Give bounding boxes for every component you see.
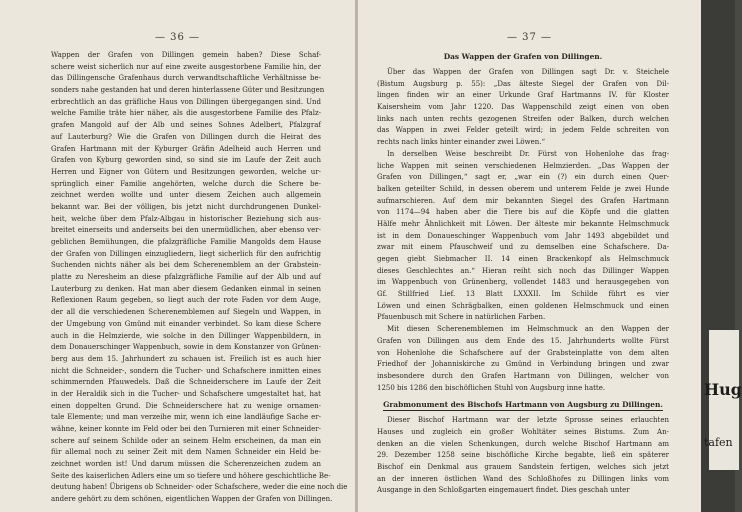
text-line: insbesondere durch den Grafen Hartmann von Dillingen, welcher von: [377, 371, 669, 380]
text-line: In derselben Weise beschreibt Dr. Fürst von Hohenlohe das frag-: [387, 149, 669, 158]
text-line: erbrechtlich an das gräfliche Haus von Dillingen übergegangen sind. Und: [51, 97, 321, 106]
text-line: Grafen von Dillingen aus dem Ende des 15. Jahrhunderts wollte Fürst: [377, 336, 669, 345]
text-line: Kaisersheim vom Jahr 1220. Das Wappenschild zeigt einen von oben: [377, 103, 669, 112]
text-line: Lauterburg zu denken. Hat man aber diesem Gedanken einmal in seinen: [51, 284, 321, 293]
text-line: Grafen von Dillingen,“ sagt er, „war ein (?) ein durch einen Quer-: [377, 173, 669, 182]
text-line: Reflexionen Raum gegeben, so liegt auch der rote Faden vor dem Auge,: [51, 296, 321, 305]
adjacent-book-edge: [701, 0, 742, 512]
paragraph: [377, 67, 669, 149]
text-line: berg aus dem 15. Jahrhundert zu schauen ist. Freilich ist es auch hier: [51, 354, 321, 363]
text-line: (Bistum Augsburg p. 55): „Das älteste Siegel der Grafen von Dil-: [377, 79, 669, 88]
text-line: 29. Dezember 1258 seine bischöfliche Kirche begabte, ließ ein späterer: [377, 451, 669, 460]
body-text: [377, 50, 669, 497]
text-line: auf Lauterburg? Wie die Grafen von Dillingen durch die Heirat des: [51, 132, 321, 141]
text-line: dieses Geschlechtes an.“ Hieran reiht sich noch das Dillinger Wappen: [377, 266, 669, 275]
text-line: grafen Mangold auf der Alb und seines Sohnes Adelbert, Pfalzgraf: [51, 121, 321, 130]
text-line: Hauses und zugleich ein großer Wohltäter seines Bistums. Zum An-: [377, 427, 669, 436]
text-line: zeichnet worden ist! Und darum müssen die Scherenzeichen zudem an: [51, 460, 321, 469]
text-line: zeichnet werden wollte und unter diesem Zeichen auch allgemein: [51, 191, 321, 200]
text-line: rechts nach links hinter einander zwei Löwen.“: [377, 138, 546, 147]
paragraph: [377, 149, 669, 324]
text-line: in der Heraldik sich in die Tucher- und Schafschere umgestaltet hat, hat: [51, 389, 321, 398]
text-line: balken geteilter Schild, in dessen oberem und unterem Felde je zwei Hunde: [377, 184, 669, 193]
text-line: dem Donauerschinger Wappenbuch, sowie in dem Konstanzer von Grünen-: [51, 343, 321, 352]
text-line: der Grafen von Dillingen einzugliedern, liegt sicherlich für den aufrichtig: [51, 249, 321, 258]
text-line: sprünglich einer Familie angehörten, welche durch die Schere be-: [51, 179, 321, 188]
text-line: von Hohenlohe die Schafschere auf der Grabsteinplatte von dem alten: [377, 348, 669, 357]
section-heading: Das Wappen der Grafen von Dillingen.: [443, 52, 603, 61]
text-line: Friedhof der Johanniskirche zu Gmünd in Verbindung bringen und zwar: [377, 360, 669, 369]
text-line: das Wappen in zwei Felder geteilt wird; in jedem Felde schreiten von: [377, 126, 669, 135]
text-line: nicht die Schneider-, sondern die Tucher- und Schafschere inmitten eines: [51, 366, 321, 375]
adjacent-book-text: Hug: [704, 380, 742, 399]
page-number: — 36 —: [154, 32, 201, 43]
text-line: Dieser Bischof Hartmann war der letzte Sprosse seines erlauchten: [387, 416, 669, 425]
text-line: 1250 bis 1286 den bischöflichen Stuhl von Augsburg inne hatte.: [377, 383, 606, 392]
text-line: im Wappenbuch von Grünenberg, vollendet 1483 und herausgegeben von: [377, 278, 669, 287]
text-line: geblichen Bemühungen, die pfalzgräfliche Familie Mangolds dem Hause: [51, 238, 321, 246]
text-line: Pfauenbusch mit Schere in natürlichen Farben.: [377, 313, 546, 322]
text-line: von 1174—94 haben aber die Tiere bis auf die Köpfe und die glatten: [377, 208, 669, 217]
text-line: ist in dem Donaueschinger Wappenbuch vom Jahr 1493 abgebildet und: [377, 231, 669, 240]
paragraph: [377, 415, 669, 497]
text-line: welche Familie träte hier näher, als die ausgestorbene Familie des Pfalz-: [51, 109, 321, 118]
text-line: Grafen Hartmann mit der Kyburger Gräfin Adelheid auch Herren und: [51, 144, 321, 153]
text-line: der Umgebung von Gmünd mit einander verbindet. So kam diese Schere: [51, 319, 321, 328]
text-line: zwar mit einem Pfauschweif und zu demselben eine Schafschere. Da-: [377, 243, 669, 252]
text-line: Grafen von Kyburg geworden sind, so sind sie im Laufe der Zeit auch: [51, 156, 321, 165]
text-line: breitet einerseits und anderseits bei den unermüdlichen, aber ebenso ver-: [51, 226, 321, 235]
text-line: sonders nahe gestanden hat und deren hinterlassene Güter und Besitzungen: [51, 86, 325, 95]
adjacent-book-text: tafen: [704, 436, 733, 449]
body-text: [51, 50, 348, 506]
text-line: links nach unten rechts gezogenen Streifen oder Balken, durch welchen: [377, 114, 669, 123]
text-line: aufmarschieren. Auf dem mir bekannten Siegel des Grafen Hartmann: [377, 196, 669, 205]
text-line: heit, welche über dem Pfalz-Albgau in historischer Beziehung sich aus-: [51, 214, 321, 223]
section-heading: Grabmonument des Bischofs Hartmann von Augsburg zu Dillingen.: [383, 400, 663, 410]
text-line: auch in die Helmzierde, wie solche in den Dillinger Wappenbildern, in: [51, 331, 321, 340]
left-page: [0, 0, 355, 512]
text-line: schimmernden Pfauwedels. Daß die Schneiderschere im Laufe der Zeit: [51, 378, 321, 387]
text-line: der all die verschiedenen Scherenemblemen auf Siegeln und Wappen, in: [51, 308, 321, 317]
text-line: schere weist sicherlich nur auf eine zweite ausgestorbene Familie hin, der: [51, 62, 321, 71]
text-line: liche Wappen mit seinen verschiedenen Helmzierden. „Das Wappen der: [377, 161, 669, 170]
adjacent-book-page: [709, 330, 739, 470]
text-line: tale Elemente; und man verzeihe mir, wenn ich eine landläufige Sache er-: [51, 413, 321, 422]
text-line: einen doppelten Grund. Die Schneiderschere hat zu wenige ornamen-: [51, 401, 321, 410]
text-line: lingen finden wir an einer Urkunde Graf Hartmanns IV. für Kloster: [377, 91, 669, 100]
text-line: für allemal noch zu seiner Zeit mit dem Namen Schneider ein Held be-: [51, 448, 321, 457]
text-line: schere auf seinem Schilde oder an seinem Helm erscheinen, da man ein: [51, 436, 321, 445]
text-line: Bischof ein Denkmal aus grauem Sandstein fertigen, welches sich jetzt: [377, 463, 669, 471]
text-line: wähne, keiner konnte im Feld oder bei den Turnieren mit einer Schneider-: [51, 425, 321, 433]
text-line: Herren und Eigner von Gütern und Besitzungen geworden, welche ur-: [51, 167, 321, 176]
text-line: an der inneren östlichen Wand des Schloßhofes zu Dillingen links vom: [377, 474, 669, 483]
text-line: Über das Wappen der Grafen von Dillingen sagt Dr. v. Steichele: [387, 68, 669, 76]
text-line: denken an die vielen Schenkungen, durch welche Bischof Hartmann am: [377, 439, 669, 448]
text-line: Seite des kaiserlichen Adlers eine um so tiefere und höhere geschichtliche Be-: [51, 471, 331, 480]
text-line: gegen giebt Siebmacher II. 14 einen Brackenkopf als Helmschmuck: [377, 255, 669, 263]
text-line: Ausgange in den Schloßgarten eingemauert findet. Dies geschah unter: [377, 486, 630, 495]
text-line: Suchenden nichts näher als bei dem Scherenemblem an der Grabstein-: [51, 261, 321, 270]
text-line: bekannt war. Bei der völligen, bis jetzt nicht durchdrungenen Dunkel-: [51, 202, 321, 211]
text-line: Löwen und einen Schrägbalken, einen goldenen Helmschmuck und einen: [377, 301, 669, 310]
text-line: das Dillingensche Grafenhaus durch verwandtschaftliche Verhältnisse be-: [51, 74, 321, 83]
paragraph: [377, 324, 669, 394]
text-line: Hälfe mehr Ähnlichkeit mit Löwen. Der älteste mir bekannte Helmschmuck: [377, 219, 669, 228]
text-line: Wappen der Grafen von Dillingen gemein haben? Diese Schaf-: [51, 51, 321, 59]
text-line: andere gehört zu dem schönen, eigentlichen Wappen der Grafen von Dillingen.: [51, 495, 333, 504]
text-line: Mit diesen Scherenemblemen im Helmschmuck an den Wappen der: [387, 325, 669, 334]
page-number: — 37 —: [506, 32, 553, 43]
right-page: [358, 0, 701, 512]
text-line: platte zu Neresheim an diese pfalzgräfliche Familie auf der Alb und auf: [51, 273, 321, 282]
text-line: Gf. Stillfried Lief. 13 Blatt LXXXII. Im Schilde führt es vier: [377, 290, 669, 299]
text-line: deutung haben! Übrigens ob Schneider- oder Schafschere, weder die eine noch die: [51, 483, 348, 492]
